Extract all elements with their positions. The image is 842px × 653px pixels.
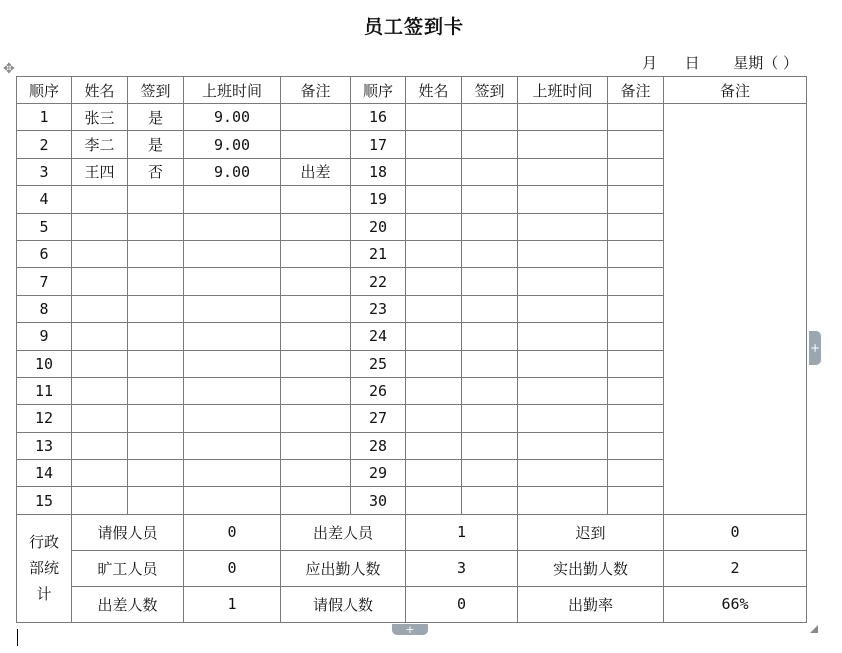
sign-cell[interactable]: 否 (128, 158, 184, 185)
note-right-cell[interactable] (608, 460, 664, 487)
sign-cell[interactable] (128, 377, 184, 404)
note-right-cell[interactable] (608, 432, 664, 459)
seq-cell[interactable]: 9 (17, 323, 72, 350)
name-right-cell[interactable] (406, 377, 462, 404)
summary-value: 1 (184, 586, 281, 622)
note-cell[interactable] (281, 377, 351, 404)
sign-right-cell[interactable] (462, 158, 518, 185)
note-right-cell[interactable] (608, 295, 664, 322)
document-title: 员工签到卡 (363, 16, 464, 38)
seq-right-cell[interactable]: 17 (351, 131, 406, 158)
header-seq: 顺序 (17, 77, 72, 104)
note-cell[interactable] (281, 350, 351, 377)
note-cell[interactable] (281, 186, 351, 213)
sign-cell[interactable] (128, 240, 184, 267)
note-right-cell[interactable] (608, 487, 664, 514)
summary-label: 请假人员 (72, 514, 184, 550)
seq-right-cell[interactable]: 25 (351, 350, 406, 377)
name-cell[interactable]: 张三 (72, 104, 128, 131)
start-time-cell[interactable] (184, 460, 281, 487)
summary-label: 迟到 (518, 514, 664, 550)
name-right-cell[interactable] (406, 350, 462, 377)
start-time-right-cell[interactable] (518, 131, 608, 158)
summary-value: 1 (406, 514, 518, 550)
start-time-right-cell[interactable] (518, 158, 608, 185)
seq-cell[interactable]: 3 (17, 158, 72, 185)
name-right-cell[interactable] (406, 158, 462, 185)
seq-cell[interactable]: 4 (17, 186, 72, 213)
start-time-cell[interactable]: 9.00 (184, 104, 281, 131)
note-cell[interactable] (281, 295, 351, 322)
sign-right-cell[interactable] (462, 213, 518, 240)
note-right-cell[interactable] (608, 350, 664, 377)
summary-value: 0 (184, 550, 281, 586)
sign-right-cell[interactable] (462, 186, 518, 213)
add-row-plus-icon[interactable]: + (392, 624, 428, 635)
name-cell[interactable] (72, 240, 128, 267)
start-time-right-cell[interactable] (518, 487, 608, 514)
start-time-cell[interactable] (184, 487, 281, 514)
start-time-cell[interactable] (184, 377, 281, 404)
name-cell[interactable] (72, 487, 128, 514)
start-time-cell[interactable] (184, 213, 281, 240)
month-label: 月 (642, 54, 658, 72)
summary-label: 出差人员 (281, 514, 406, 550)
note-right-cell[interactable] (608, 104, 664, 131)
name-cell[interactable] (72, 405, 128, 432)
header-row (17, 77, 807, 104)
name-right-cell[interactable] (406, 487, 462, 514)
seq-cell[interactable]: 11 (17, 377, 72, 404)
header-name: 姓名 (72, 77, 128, 104)
start-time-right-cell[interactable] (518, 213, 608, 240)
seq-right-cell[interactable]: 23 (351, 295, 406, 322)
note-cell[interactable] (281, 460, 351, 487)
table-move-handle-icon[interactable]: ✥ (3, 61, 15, 77)
name-cell[interactable]: 王四 (72, 158, 128, 185)
note-cell[interactable] (281, 323, 351, 350)
name-right-cell[interactable] (406, 213, 462, 240)
sign-right-cell[interactable] (462, 350, 518, 377)
seq-cell[interactable]: 13 (17, 432, 72, 459)
seq-right-cell[interactable]: 28 (351, 432, 406, 459)
summary-value: 66% (664, 586, 807, 622)
header-name-right: 姓名 (406, 77, 462, 104)
header-sign: 签到 (128, 77, 184, 104)
summary-value: 0 (184, 514, 281, 550)
start-time-cell[interactable] (184, 432, 281, 459)
header-start-time: 上班时间 (184, 77, 281, 104)
note-right-cell[interactable] (608, 377, 664, 404)
name-cell[interactable] (72, 213, 128, 240)
add-column-plus-icon[interactable]: + (809, 331, 821, 365)
sign-cell[interactable]: 是 (128, 104, 184, 131)
note-right-cell[interactable] (608, 268, 664, 295)
text-cursor (17, 629, 18, 646)
start-time-cell[interactable] (184, 295, 281, 322)
seq-right-cell[interactable]: 26 (351, 377, 406, 404)
seq-right-cell[interactable]: 21 (351, 240, 406, 267)
note-cell[interactable]: 出差 (281, 158, 351, 185)
start-time-cell[interactable] (184, 405, 281, 432)
name-cell[interactable] (72, 323, 128, 350)
name-right-cell[interactable] (406, 323, 462, 350)
start-time-right-cell[interactable] (518, 323, 608, 350)
start-time-cell[interactable] (184, 323, 281, 350)
remark-merged-cell[interactable] (664, 104, 807, 515)
seq-right-cell[interactable]: 24 (351, 323, 406, 350)
seq-right-cell[interactable]: 19 (351, 186, 406, 213)
note-right-cell[interactable] (608, 186, 664, 213)
start-time-right-cell[interactable] (518, 432, 608, 459)
note-cell[interactable] (281, 487, 351, 514)
name-right-cell[interactable] (406, 240, 462, 267)
note-right-cell[interactable] (608, 240, 664, 267)
note-cell[interactable] (281, 432, 351, 459)
note-right-cell[interactable] (608, 323, 664, 350)
note-right-cell[interactable] (608, 131, 664, 158)
summary-label: 出差人数 (72, 586, 184, 622)
summary-label: 旷工人员 (72, 550, 184, 586)
note-cell[interactable] (281, 104, 351, 131)
note-right-cell[interactable] (608, 158, 664, 185)
note-right-cell[interactable] (608, 213, 664, 240)
summary-row (17, 550, 807, 586)
start-time-cell[interactable] (184, 350, 281, 377)
summary-row (17, 586, 807, 622)
summary-label: 请假人数 (281, 586, 406, 622)
name-right-cell[interactable] (406, 131, 462, 158)
sign-right-cell[interactable] (462, 295, 518, 322)
sign-cell[interactable] (128, 487, 184, 514)
header-note: 备注 (281, 77, 351, 104)
summary-value: 2 (664, 550, 807, 586)
sign-right-cell[interactable] (462, 323, 518, 350)
date-line (642, 52, 798, 73)
sign-cell[interactable] (128, 213, 184, 240)
summary-value: 0 (406, 586, 518, 622)
start-time-right-cell[interactable] (518, 405, 608, 432)
name-right-cell[interactable] (406, 295, 462, 322)
header-remark: 备注 (664, 77, 807, 104)
name-right-cell[interactable] (406, 460, 462, 487)
header-note-right: 备注 (608, 77, 664, 104)
seq-cell[interactable]: 6 (17, 240, 72, 267)
seq-right-cell[interactable]: 29 (351, 460, 406, 487)
start-time-right-cell[interactable] (518, 350, 608, 377)
table-resize-icon[interactable] (809, 624, 819, 634)
start-time-right-cell[interactable] (518, 295, 608, 322)
name-cell[interactable]: 李二 (72, 131, 128, 158)
seq-cell[interactable]: 2 (17, 131, 72, 158)
note-cell[interactable] (281, 268, 351, 295)
summary-value: 0 (664, 514, 807, 550)
name-cell[interactable] (72, 186, 128, 213)
name-right-cell[interactable] (406, 432, 462, 459)
start-time-right-cell[interactable] (518, 377, 608, 404)
start-time-cell[interactable]: 9.00 (184, 131, 281, 158)
sign-cell[interactable] (128, 323, 184, 350)
sign-right-cell[interactable] (462, 432, 518, 459)
seq-right-cell[interactable]: 22 (351, 268, 406, 295)
start-time-cell[interactable] (184, 186, 281, 213)
sign-cell[interactable] (128, 405, 184, 432)
name-right-cell[interactable] (406, 405, 462, 432)
sign-right-cell[interactable] (462, 377, 518, 404)
start-time-cell[interactable] (184, 240, 281, 267)
start-time-cell[interactable] (184, 268, 281, 295)
start-time-right-cell[interactable] (518, 460, 608, 487)
day-label: 日 (684, 54, 700, 72)
weekday-label: 星期（ ） (733, 54, 798, 72)
seq-cell[interactable]: 10 (17, 350, 72, 377)
sign-cell[interactable] (128, 432, 184, 459)
note-cell[interactable] (281, 213, 351, 240)
summary-value: 3 (406, 550, 518, 586)
start-time-right-cell[interactable] (518, 104, 608, 131)
sign-right-cell[interactable] (462, 487, 518, 514)
sign-cell[interactable] (128, 295, 184, 322)
summary-label: 出勤率 (518, 586, 664, 622)
sign-cell[interactable] (128, 350, 184, 377)
sign-right-cell[interactable] (462, 460, 518, 487)
sign-right-cell[interactable] (462, 104, 518, 131)
summary-label: 应出勤人数 (281, 550, 406, 586)
header-seq-right: 顺序 (351, 77, 406, 104)
header-start-time-right: 上班时间 (518, 77, 608, 104)
summary-row (17, 514, 807, 550)
seq-cell[interactable]: 1 (17, 104, 72, 131)
seq-right-cell[interactable]: 18 (351, 158, 406, 185)
name-cell[interactable] (72, 295, 128, 322)
start-time-right-cell[interactable] (518, 268, 608, 295)
seq-cell[interactable]: 12 (17, 405, 72, 432)
name-right-cell[interactable] (406, 268, 462, 295)
sign-cell[interactable] (128, 268, 184, 295)
table-row (17, 104, 807, 131)
note-cell[interactable] (281, 240, 351, 267)
seq-cell[interactable]: 8 (17, 295, 72, 322)
seq-cell[interactable]: 7 (17, 268, 72, 295)
note-cell[interactable] (281, 131, 351, 158)
seq-right-cell[interactable]: 20 (351, 213, 406, 240)
name-cell[interactable] (72, 432, 128, 459)
sign-cell[interactable] (128, 460, 184, 487)
sign-right-cell[interactable] (462, 405, 518, 432)
seq-cell[interactable]: 15 (17, 487, 72, 514)
seq-right-cell[interactable]: 27 (351, 405, 406, 432)
note-right-cell[interactable] (608, 405, 664, 432)
seq-right-cell[interactable]: 16 (351, 104, 406, 131)
seq-cell[interactable]: 14 (17, 460, 72, 487)
start-time-cell[interactable]: 9.00 (184, 158, 281, 185)
seq-cell[interactable]: 5 (17, 213, 72, 240)
sign-right-cell[interactable] (462, 268, 518, 295)
sign-cell[interactable]: 是 (128, 131, 184, 158)
start-time-right-cell[interactable] (518, 186, 608, 213)
start-time-right-cell[interactable] (518, 240, 608, 267)
name-cell[interactable] (72, 377, 128, 404)
summary-label: 实出勤人数 (518, 550, 664, 586)
sign-right-cell[interactable] (462, 240, 518, 267)
seq-right-cell[interactable]: 30 (351, 487, 406, 514)
name-right-cell[interactable] (406, 104, 462, 131)
sign-cell[interactable] (128, 186, 184, 213)
attendance-table (16, 76, 807, 623)
header-sign-right: 签到 (462, 77, 518, 104)
name-cell[interactable] (72, 350, 128, 377)
summary-section-label: 行政部统计 (17, 514, 72, 622)
note-cell[interactable] (281, 405, 351, 432)
name-cell[interactable] (72, 268, 128, 295)
name-right-cell[interactable] (406, 186, 462, 213)
sign-right-cell[interactable] (462, 131, 518, 158)
name-cell[interactable] (72, 460, 128, 487)
